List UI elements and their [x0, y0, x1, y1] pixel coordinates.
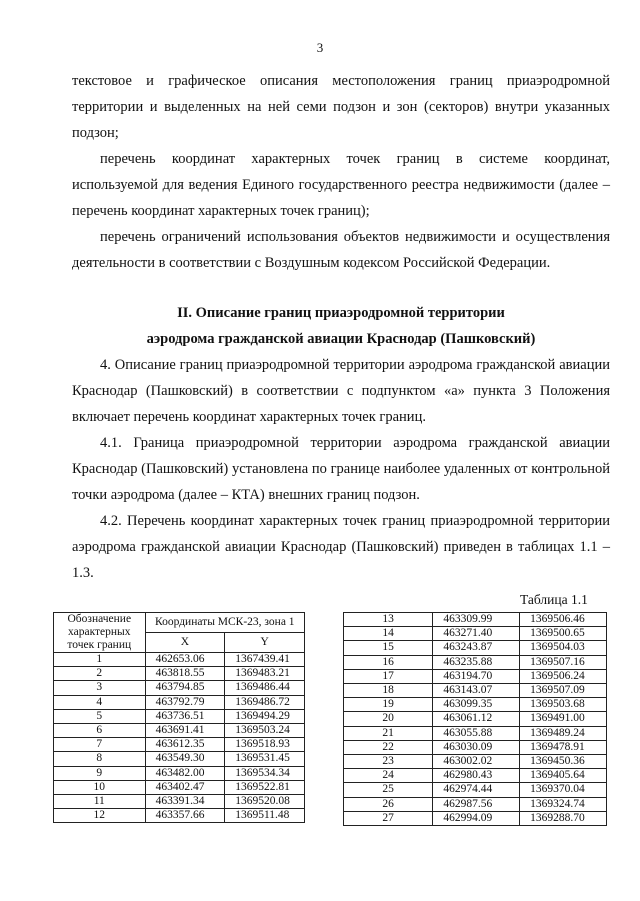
x-coordinate-cell: 463402.47: [145, 780, 225, 794]
table-row: [54, 667, 305, 681]
paragraph-4: 4. Описание границ приаэродромной территории аэродрома гражданской авиации Краснодар (Пашковский) в соответствии с подпунктом «а» пункта 3 Положения включает перечень координат характерных точек границ.: [72, 357, 610, 425]
table-row: [54, 795, 305, 809]
table-row: [344, 797, 607, 811]
header-x: X: [145, 632, 225, 652]
paragraph-text-description: текстовое и графическое описания местоположения границ приаэродромной территории и выделенных на ней семи подзон и зон (секторов) внутри указанных подзон;: [72, 73, 610, 141]
point-number-cell: 7: [54, 738, 146, 752]
point-number-cell: 8: [54, 752, 146, 766]
coordinates-table-right: [343, 612, 607, 826]
point-number-cell: 16: [344, 655, 433, 669]
header-y: Y: [225, 632, 305, 652]
table-row: [344, 769, 607, 783]
x-coordinate-cell: 462653.06: [145, 653, 225, 667]
y-coordinate-cell: 1369506.24: [520, 669, 607, 683]
point-number-cell: 25: [344, 783, 433, 797]
x-coordinate-cell: 463691.41: [145, 724, 225, 738]
point-number-cell: 12: [54, 809, 146, 823]
x-coordinate-cell: 463271.40: [433, 627, 520, 641]
page-number: 3: [316, 40, 324, 55]
y-coordinate-cell: 1369491.00: [520, 712, 607, 726]
point-number-cell: 2: [54, 667, 146, 681]
point-number-cell: 22: [344, 740, 433, 754]
y-coordinate-cell: 1369494.29: [225, 709, 305, 723]
point-number-cell: 21: [344, 726, 433, 740]
coordinates-table-left: [53, 612, 305, 823]
x-coordinate-cell: 463794.85: [145, 681, 225, 695]
point-number-cell: 4: [54, 695, 146, 709]
x-coordinate-cell: 463736.51: [145, 709, 225, 723]
y-coordinate-cell: 1369370.04: [520, 783, 607, 797]
y-coordinate-cell: 1369486.44: [225, 681, 305, 695]
paragraph-restrictions-list: перечень ограничений использования объектов недвижимости и осуществления деятельности в соответствии с Воздушным кодексом Российской Федерации.: [72, 229, 610, 271]
x-coordinate-cell: 463792.79: [145, 695, 225, 709]
paragraph-4-1: 4.1. Граница приаэродромной территории аэродрома гражданской авиации Краснодар (Пашковский) установлена по границе наиболее удаленных от контрольной точки аэродрома (далее – КТА) внешних границ подзон.: [72, 435, 610, 503]
x-coordinate-cell: 463482.00: [145, 766, 225, 780]
table-row: [344, 740, 607, 754]
table-row: [344, 712, 607, 726]
table-row: [54, 752, 305, 766]
paragraph-coordinates-list: перечень координат характерных точек границ в системе координат, используемой для ведения Единого государственного реестра недвижимости (далее – перечень координат характерных точек границ);: [72, 151, 610, 219]
point-number-cell: 17: [344, 669, 433, 683]
y-coordinate-cell: 1369511.48: [225, 809, 305, 823]
y-coordinate-cell: 1369324.74: [520, 797, 607, 811]
x-coordinate-cell: 462987.56: [433, 797, 520, 811]
x-coordinate-cell: 463002.02: [433, 755, 520, 769]
table-row: [54, 681, 305, 695]
y-coordinate-cell: 1369486.72: [225, 695, 305, 709]
table-row: [54, 724, 305, 738]
table-row: [344, 684, 607, 698]
y-coordinate-cell: 1369520.08: [225, 795, 305, 809]
y-coordinate-cell: 1369534.34: [225, 766, 305, 780]
y-coordinate-cell: 1369504.03: [520, 641, 607, 655]
table-caption: Таблица 1.1: [520, 592, 588, 607]
x-coordinate-cell: 462980.43: [433, 769, 520, 783]
point-number-cell: 23: [344, 755, 433, 769]
header-point-designation: Обозначение характерных точек границ: [54, 613, 146, 653]
y-coordinate-cell: 1369405.64: [520, 769, 607, 783]
table-row: [344, 655, 607, 669]
table-row: [344, 783, 607, 797]
point-number-cell: 13: [344, 613, 433, 627]
x-coordinate-cell: 463143.07: [433, 684, 520, 698]
table-row: [344, 641, 607, 655]
y-coordinate-cell: 1369507.09: [520, 684, 607, 698]
table-row: [344, 698, 607, 712]
x-coordinate-cell: 463055.88: [433, 726, 520, 740]
point-number-cell: 11: [54, 795, 146, 809]
table-row: [54, 738, 305, 752]
point-number-cell: 15: [344, 641, 433, 655]
y-coordinate-cell: 1369531.45: [225, 752, 305, 766]
y-coordinate-cell: 1369450.36: [520, 755, 607, 769]
section-title-line-2: аэродрома гражданской авиации Краснодар (Пашковский): [146, 331, 536, 347]
x-coordinate-cell: 462994.09: [433, 811, 520, 825]
x-coordinate-cell: 463030.09: [433, 740, 520, 754]
x-coordinate-cell: 463235.88: [433, 655, 520, 669]
point-number-cell: 14: [344, 627, 433, 641]
table-row: [54, 780, 305, 794]
table-row: [344, 613, 607, 627]
point-number-cell: 3: [54, 681, 146, 695]
table-row: [344, 669, 607, 683]
point-number-cell: 27: [344, 811, 433, 825]
point-number-cell: 24: [344, 769, 433, 783]
x-coordinate-cell: 463818.55: [145, 667, 225, 681]
table-row: [344, 627, 607, 641]
point-number-cell: 9: [54, 766, 146, 780]
y-coordinate-cell: 1369503.68: [520, 698, 607, 712]
section-title-line-1: II. Описание границ приаэродромной территории: [177, 305, 505, 321]
x-coordinate-cell: 463061.12: [433, 712, 520, 726]
y-coordinate-cell: 1369483.21: [225, 667, 305, 681]
x-coordinate-cell: 463612.35: [145, 738, 225, 752]
point-number-cell: 18: [344, 684, 433, 698]
y-coordinate-cell: 1369478.91: [520, 740, 607, 754]
table-row: [344, 811, 607, 825]
x-coordinate-cell: 463099.35: [433, 698, 520, 712]
table-row: [54, 695, 305, 709]
x-coordinate-cell: 463391.34: [145, 795, 225, 809]
point-number-cell: 1: [54, 653, 146, 667]
table-row: [54, 653, 305, 667]
paragraph-4-2: 4.2. Перечень координат характерных точек границ приаэродромной территории аэродрома гражданской авиации Краснодар (Пашковский) приведен в таблицах 1.1 – 1.3.: [72, 513, 610, 581]
x-coordinate-cell: 463309.99: [433, 613, 520, 627]
point-number-cell: 26: [344, 797, 433, 811]
y-coordinate-cell: 1369522.81: [225, 780, 305, 794]
point-number-cell: 5: [54, 709, 146, 723]
y-coordinate-cell: 1369507.16: [520, 655, 607, 669]
y-coordinate-cell: 1369503.24: [225, 724, 305, 738]
x-coordinate-cell: 463243.87: [433, 641, 520, 655]
header-coordinates-group: Координаты МСК-23, зона 1: [145, 613, 304, 633]
table-row: [54, 766, 305, 780]
table-row: [54, 809, 305, 823]
y-coordinate-cell: 1367439.41: [225, 653, 305, 667]
y-coordinate-cell: 1369518.93: [225, 738, 305, 752]
y-coordinate-cell: 1369288.70: [520, 811, 607, 825]
table-row: [344, 726, 607, 740]
table-row: [54, 709, 305, 723]
table-row: [344, 755, 607, 769]
point-number-cell: 19: [344, 698, 433, 712]
y-coordinate-cell: 1369500.65: [520, 627, 607, 641]
point-number-cell: 10: [54, 780, 146, 794]
x-coordinate-cell: 462974.44: [433, 783, 520, 797]
y-coordinate-cell: 1369506.46: [520, 613, 607, 627]
x-coordinate-cell: 463549.30: [145, 752, 225, 766]
y-coordinate-cell: 1369489.24: [520, 726, 607, 740]
x-coordinate-cell: 463357.66: [145, 809, 225, 823]
point-number-cell: 20: [344, 712, 433, 726]
point-number-cell: 6: [54, 724, 146, 738]
x-coordinate-cell: 463194.70: [433, 669, 520, 683]
